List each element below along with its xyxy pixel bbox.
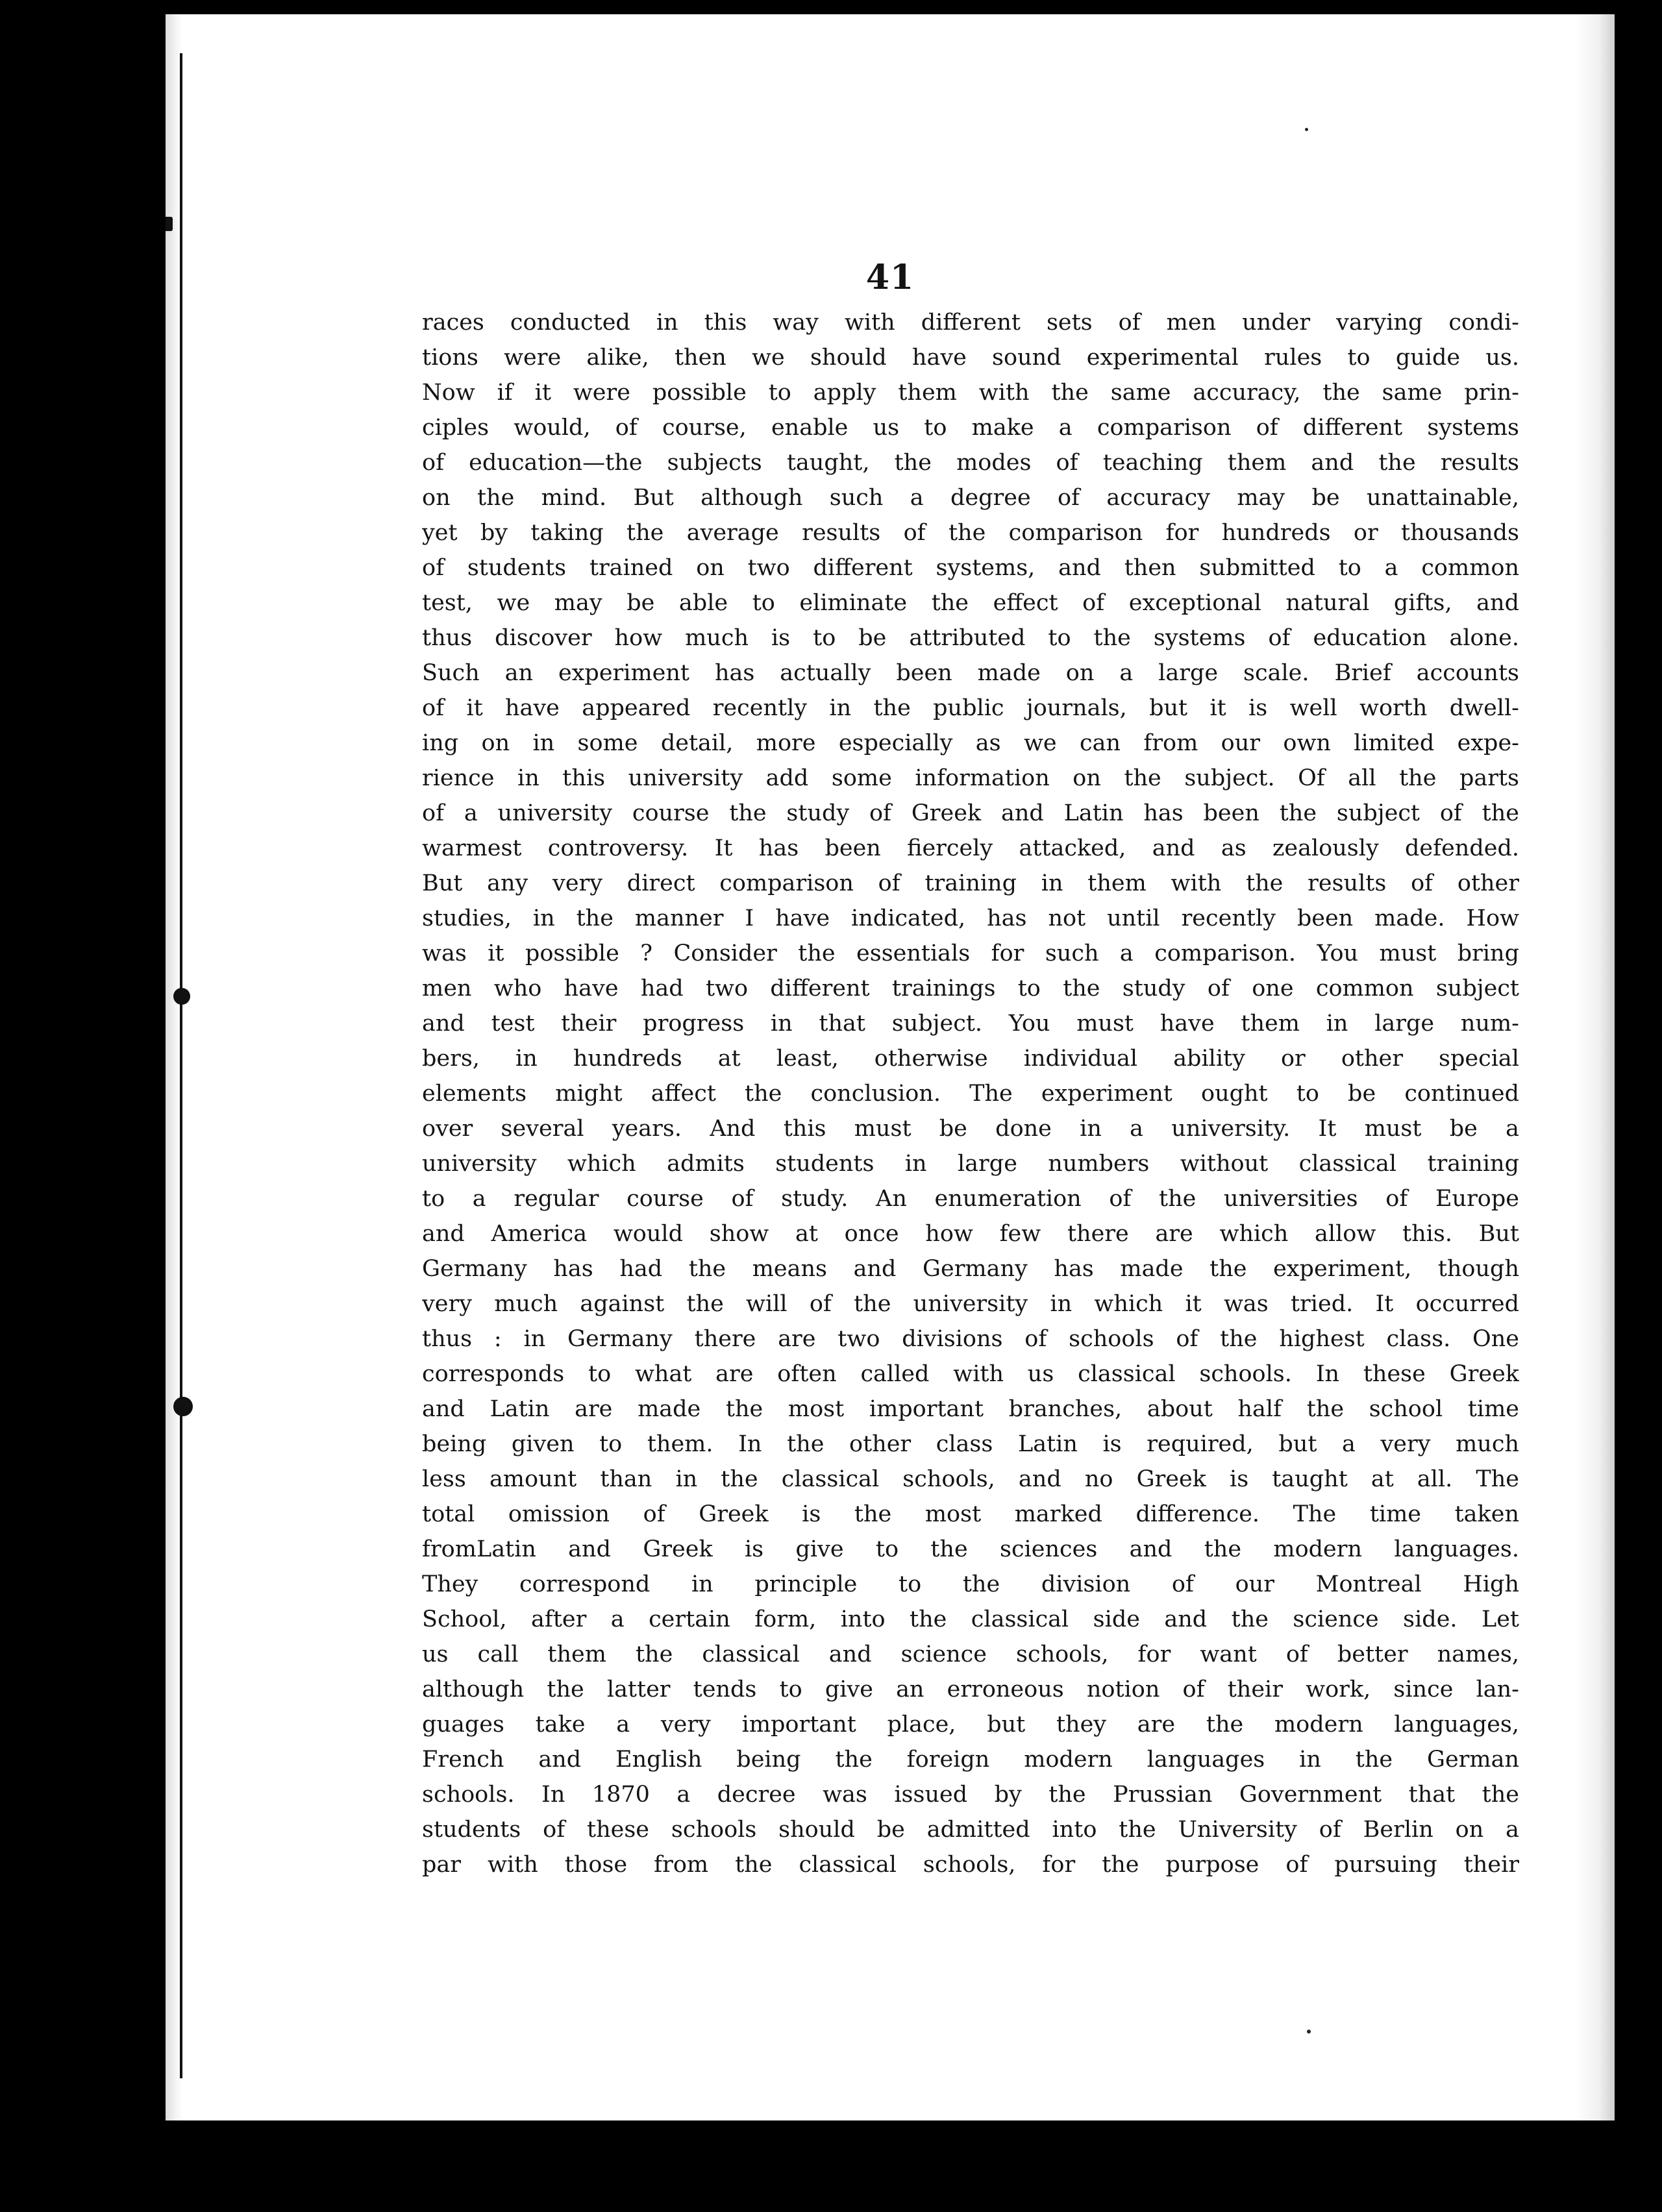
text-line: Such an experiment has actually been made on a large scale. Brief accounts <box>422 660 1519 686</box>
text-line: guages take a very important place, but they are the modern languages, <box>422 1712 1519 1738</box>
binding-knot-top <box>166 217 173 231</box>
text-line: Now if it were possible to apply them with the same accuracy, the same prin- <box>422 380 1519 406</box>
binding-thread <box>180 53 182 2078</box>
scanned-page <box>166 14 1615 2120</box>
text-line: to a regular course of study. An enumeration of the universities of Europe <box>422 1186 1519 1212</box>
text-line: thus discover how much is to be attributed to the systems of education alone. <box>422 625 1519 651</box>
text-line: But any very direct comparison of training in them with the results of other <box>422 870 1519 896</box>
text-line: university which admits students in large numbers without classical training <box>422 1151 1519 1177</box>
text-line: fromLatin and Greek is give to the sciences and the modern languages. <box>422 1536 1519 1562</box>
text-line: test, we may be able to eliminate the effect of exceptional natural gifts, and <box>422 590 1519 616</box>
text-line: thus : in Germany there are two divisions of schools of the highest class. One <box>422 1326 1519 1352</box>
text-line: ing on in some detail, more especially as we can from our own limited expe- <box>422 730 1519 756</box>
ink-speck <box>1305 128 1308 131</box>
text-line: schools. In 1870 a decree was issued by the Prussian Government that the <box>422 1782 1519 1808</box>
text-line: bers, in hundreds at least, otherwise individual ability or other special <box>422 1046 1519 1072</box>
text-line: and America would show at once how few there are which allow this. But <box>422 1221 1519 1247</box>
text-line: races conducted in this way with different sets of men under varying condi- <box>422 310 1519 336</box>
text-line: rience in this university add some information on the subject. Of all the parts <box>422 765 1519 791</box>
text-line: students of these schools should be admitted into the University of Berlin on a <box>422 1817 1519 1843</box>
text-line: corresponds to what are often called with us classical schools. In these Greek <box>422 1361 1519 1387</box>
text-line: They correspond in principle to the division of our Montreal High <box>422 1571 1519 1597</box>
body-text <box>422 305 1519 1882</box>
page-edge-shadow <box>1576 14 1615 2120</box>
text-line: of students trained on two different systems, and then submitted to a common <box>422 555 1519 581</box>
page-number: 41 <box>865 258 915 297</box>
text-line: studies, in the manner I have indicated, has not until recently been made. How <box>422 905 1519 931</box>
binding-knot-middle <box>173 988 190 1005</box>
text-line: par with those from the classical schools, for the purpose of pursuing their <box>422 1852 1519 1878</box>
text-line: men who have had two different trainings to the study of one common subject <box>422 976 1519 1002</box>
text-line: was it possible ? Consider the essentials for such a comparison. You must bring <box>422 940 1519 966</box>
text-line: tions were alike, then we should have sound experimental rules to guide us. <box>422 345 1519 371</box>
text-line: yet by taking the average results of the comparison for hundreds or thousands <box>422 520 1519 546</box>
ink-speck <box>1307 2030 1311 2034</box>
text-line: School, after a certain form, into the classical side and the science side. Let <box>422 1606 1519 1632</box>
text-line: less amount than in the classical schools, and no Greek is taught at all. The <box>422 1466 1519 1492</box>
text-line: and Latin are made the most important branches, about half the school time <box>422 1396 1519 1422</box>
text-line: of it have appeared recently in the public journals, but it is well worth dwell- <box>422 695 1519 721</box>
text-line: and test their progress in that subject. You must have them in large num- <box>422 1011 1519 1037</box>
text-line: ciples would, of course, enable us to make a comparison of different systems <box>422 415 1519 441</box>
text-line: very much against the will of the university in which it was tried. It occurred <box>422 1291 1519 1317</box>
text-line: although the latter tends to give an erroneous notion of their work, since lan- <box>422 1677 1519 1702</box>
text-line: on the mind. But although such a degree of accuracy may be unattainable, <box>422 485 1519 511</box>
binding-knot-lower <box>173 1397 193 1416</box>
text-line: elements might affect the conclusion. The experiment ought to be continued <box>422 1081 1519 1107</box>
text-line: total omission of Greek is the most marked difference. The time taken <box>422 1501 1519 1527</box>
text-line: being given to them. In the other class Latin is required, but a very much <box>422 1431 1519 1457</box>
text-line: of education—the subjects taught, the modes of teaching them and the results <box>422 450 1519 476</box>
text-line: us call them the classical and science schools, for want of better names, <box>422 1641 1519 1667</box>
text-line: Germany has had the means and Germany has made the experiment, though <box>422 1256 1519 1282</box>
text-line: French and English being the foreign modern languages in the German <box>422 1747 1519 1773</box>
text-line: of a university course the study of Greek and Latin has been the subject of the <box>422 800 1519 826</box>
text-line: over several years. And this must be done in a university. It must be a <box>422 1116 1519 1142</box>
text-line: warmest controversy. It has been fiercely attacked, and as zealously defended. <box>422 835 1519 861</box>
